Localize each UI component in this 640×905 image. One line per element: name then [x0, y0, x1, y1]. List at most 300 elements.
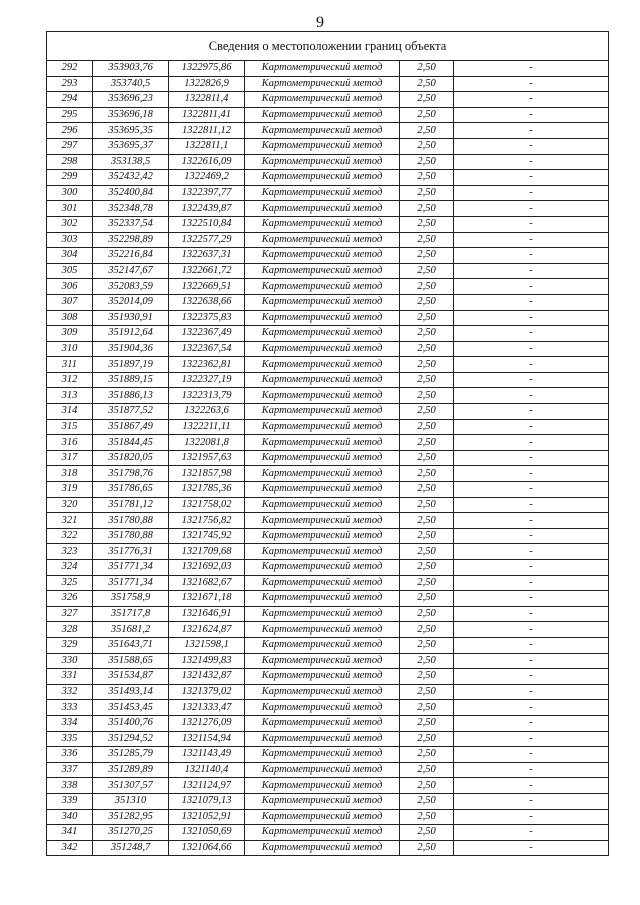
y-coordinate-cell: 1322439,87 [169, 201, 245, 217]
y-coordinate-cell: 1321758,02 [169, 497, 245, 513]
description-cell: - [454, 637, 609, 653]
method-cell: Картометрический метод [245, 622, 400, 638]
x-coordinate-cell: 351780,88 [93, 528, 169, 544]
method-cell: Картометрический метод [245, 747, 400, 763]
accuracy-cell: 2,50 [400, 793, 454, 809]
table-row [47, 201, 609, 217]
table-row [47, 123, 609, 139]
y-coordinate-cell: 1322327,19 [169, 372, 245, 388]
description-cell: - [454, 123, 609, 139]
x-coordinate-cell: 351270,25 [93, 825, 169, 841]
method-cell: Картометрический метод [245, 731, 400, 747]
y-coordinate-cell: 1321052,91 [169, 809, 245, 825]
point-number-cell: 292 [47, 61, 93, 77]
y-coordinate-cell: 1322637,31 [169, 248, 245, 264]
table-row [47, 154, 609, 170]
point-number-cell: 301 [47, 201, 93, 217]
y-coordinate-cell: 1322367,49 [169, 326, 245, 342]
accuracy-cell: 2,50 [400, 294, 454, 310]
table-row [47, 653, 609, 669]
x-coordinate-cell: 351930,91 [93, 310, 169, 326]
table-row [47, 591, 609, 607]
description-cell: - [454, 154, 609, 170]
accuracy-cell: 2,50 [400, 715, 454, 731]
point-number-cell: 327 [47, 606, 93, 622]
y-coordinate-cell: 1322263,6 [169, 404, 245, 420]
table-row [47, 216, 609, 232]
point-number-cell: 315 [47, 419, 93, 435]
table-row [47, 263, 609, 279]
table-row [47, 76, 609, 92]
accuracy-cell: 2,50 [400, 419, 454, 435]
accuracy-cell: 2,50 [400, 840, 454, 856]
point-number-cell: 296 [47, 123, 93, 139]
table-row [47, 404, 609, 420]
y-coordinate-cell: 1321857,98 [169, 466, 245, 482]
y-coordinate-cell: 1322661,72 [169, 263, 245, 279]
x-coordinate-cell: 351717,8 [93, 606, 169, 622]
y-coordinate-cell: 1321064,66 [169, 840, 245, 856]
description-cell: - [454, 357, 609, 373]
point-number-cell: 328 [47, 622, 93, 638]
description-cell: - [454, 248, 609, 264]
table-row [47, 326, 609, 342]
point-number-cell: 332 [47, 684, 93, 700]
point-number-cell: 342 [47, 840, 93, 856]
table-row [47, 279, 609, 295]
point-number-cell: 319 [47, 482, 93, 498]
accuracy-cell: 2,50 [400, 731, 454, 747]
point-number-cell: 337 [47, 762, 93, 778]
x-coordinate-cell: 351786,65 [93, 482, 169, 498]
description-cell: - [454, 92, 609, 108]
y-coordinate-cell: 1322362,81 [169, 357, 245, 373]
method-cell: Картометрический метод [245, 61, 400, 77]
method-cell: Картометрический метод [245, 497, 400, 513]
accuracy-cell: 2,50 [400, 575, 454, 591]
method-cell: Картометрический метод [245, 840, 400, 856]
method-cell: Картометрический метод [245, 591, 400, 607]
description-cell: - [454, 669, 609, 685]
x-coordinate-cell: 351285,79 [93, 747, 169, 763]
method-cell: Картометрический метод [245, 294, 400, 310]
table-row [47, 809, 609, 825]
table-row [47, 232, 609, 248]
accuracy-cell: 2,50 [400, 762, 454, 778]
y-coordinate-cell: 1321499,83 [169, 653, 245, 669]
point-number-cell: 303 [47, 232, 93, 248]
point-number-cell: 333 [47, 700, 93, 716]
x-coordinate-cell: 351453,45 [93, 700, 169, 716]
y-coordinate-cell: 1321785,36 [169, 482, 245, 498]
table-row [47, 388, 609, 404]
method-cell: Картометрический метод [245, 263, 400, 279]
boundary-table [46, 31, 609, 856]
x-coordinate-cell: 351886,13 [93, 388, 169, 404]
y-coordinate-cell: 1321682,67 [169, 575, 245, 591]
method-cell: Картометрический метод [245, 653, 400, 669]
y-coordinate-cell: 1321646,91 [169, 606, 245, 622]
x-coordinate-cell: 353696,23 [93, 92, 169, 108]
y-coordinate-cell: 1321745,92 [169, 528, 245, 544]
point-number-cell: 323 [47, 544, 93, 560]
method-cell: Картометрический метод [245, 248, 400, 264]
method-cell: Картометрический метод [245, 809, 400, 825]
y-coordinate-cell: 1322313,79 [169, 388, 245, 404]
accuracy-cell: 2,50 [400, 372, 454, 388]
point-number-cell: 316 [47, 435, 93, 451]
y-coordinate-cell: 1322367,54 [169, 341, 245, 357]
y-coordinate-cell: 1321432,87 [169, 669, 245, 685]
method-cell: Картометрический метод [245, 201, 400, 217]
description-cell: - [454, 809, 609, 825]
description-cell: - [454, 435, 609, 451]
point-number-cell: 340 [47, 809, 93, 825]
table-row [47, 793, 609, 809]
description-cell: - [454, 825, 609, 841]
x-coordinate-cell: 353696,18 [93, 107, 169, 123]
description-cell: - [454, 497, 609, 513]
y-coordinate-cell: 1322397,77 [169, 185, 245, 201]
description-cell: - [454, 404, 609, 420]
x-coordinate-cell: 353695,35 [93, 123, 169, 139]
accuracy-cell: 2,50 [400, 263, 454, 279]
point-number-cell: 321 [47, 513, 93, 529]
table-row [47, 513, 609, 529]
y-coordinate-cell: 1321333,47 [169, 700, 245, 716]
table-row [47, 497, 609, 513]
table-row [47, 840, 609, 856]
method-cell: Картометрический метод [245, 435, 400, 451]
point-number-cell: 320 [47, 497, 93, 513]
y-coordinate-cell: 1322638,66 [169, 294, 245, 310]
x-coordinate-cell: 351289,89 [93, 762, 169, 778]
description-cell: - [454, 793, 609, 809]
table-row [47, 715, 609, 731]
description-cell: - [454, 341, 609, 357]
y-coordinate-cell: 1322826,9 [169, 76, 245, 92]
y-coordinate-cell: 1322375,83 [169, 310, 245, 326]
description-cell: - [454, 591, 609, 607]
page-number: 9 [316, 14, 324, 31]
point-number-cell: 318 [47, 466, 93, 482]
method-cell: Картометрический метод [245, 684, 400, 700]
table-row [47, 248, 609, 264]
method-cell: Картометрический метод [245, 450, 400, 466]
accuracy-cell: 2,50 [400, 170, 454, 186]
description-cell: - [454, 279, 609, 295]
x-coordinate-cell: 351912,64 [93, 326, 169, 342]
accuracy-cell: 2,50 [400, 497, 454, 513]
description-cell: - [454, 310, 609, 326]
table-row [47, 107, 609, 123]
y-coordinate-cell: 1321957,63 [169, 450, 245, 466]
x-coordinate-cell: 351820,05 [93, 450, 169, 466]
accuracy-cell: 2,50 [400, 778, 454, 794]
point-number-cell: 307 [47, 294, 93, 310]
point-number-cell: 310 [47, 341, 93, 357]
x-coordinate-cell: 351307,57 [93, 778, 169, 794]
method-cell: Картометрический метод [245, 341, 400, 357]
method-cell: Картометрический метод [245, 279, 400, 295]
description-cell: - [454, 107, 609, 123]
point-number-cell: 293 [47, 76, 93, 92]
y-coordinate-cell: 1321379,02 [169, 684, 245, 700]
accuracy-cell: 2,50 [400, 700, 454, 716]
method-cell: Картометрический метод [245, 310, 400, 326]
method-cell: Картометрический метод [245, 825, 400, 841]
description-cell: - [454, 294, 609, 310]
table-row [47, 825, 609, 841]
point-number-cell: 339 [47, 793, 93, 809]
method-cell: Картометрический метод [245, 700, 400, 716]
accuracy-cell: 2,50 [400, 326, 454, 342]
point-number-cell: 294 [47, 92, 93, 108]
x-coordinate-cell: 351493,14 [93, 684, 169, 700]
point-number-cell: 329 [47, 637, 93, 653]
point-number-cell: 322 [47, 528, 93, 544]
description-cell: - [454, 731, 609, 747]
description-cell: - [454, 388, 609, 404]
point-number-cell: 330 [47, 653, 93, 669]
description-cell: - [454, 216, 609, 232]
table-row [47, 575, 609, 591]
y-coordinate-cell: 1322616,09 [169, 154, 245, 170]
point-number-cell: 324 [47, 560, 93, 576]
table-row [47, 762, 609, 778]
accuracy-cell: 2,50 [400, 92, 454, 108]
table-row [47, 700, 609, 716]
description-cell: - [454, 419, 609, 435]
description-cell: - [454, 606, 609, 622]
accuracy-cell: 2,50 [400, 201, 454, 217]
accuracy-cell: 2,50 [400, 341, 454, 357]
accuracy-cell: 2,50 [400, 560, 454, 576]
point-number-cell: 338 [47, 778, 93, 794]
x-coordinate-cell: 351294,52 [93, 731, 169, 747]
x-coordinate-cell: 352216,84 [93, 248, 169, 264]
x-coordinate-cell: 351897,19 [93, 357, 169, 373]
y-coordinate-cell: 1322469,2 [169, 170, 245, 186]
method-cell: Картометрический метод [245, 513, 400, 529]
method-cell: Картометрический метод [245, 778, 400, 794]
method-cell: Картометрический метод [245, 357, 400, 373]
point-number-cell: 341 [47, 825, 93, 841]
point-number-cell: 295 [47, 107, 93, 123]
method-cell: Картометрический метод [245, 793, 400, 809]
method-cell: Картометрический метод [245, 76, 400, 92]
point-number-cell: 300 [47, 185, 93, 201]
table-row [47, 419, 609, 435]
method-cell: Картометрический метод [245, 606, 400, 622]
table-row [47, 170, 609, 186]
table-row [47, 466, 609, 482]
x-coordinate-cell: 351798,76 [93, 466, 169, 482]
accuracy-cell: 2,50 [400, 466, 454, 482]
x-coordinate-cell: 351758,9 [93, 591, 169, 607]
method-cell: Картометрический метод [245, 544, 400, 560]
table-row [47, 778, 609, 794]
table-row [47, 294, 609, 310]
table-row [47, 622, 609, 638]
accuracy-cell: 2,50 [400, 123, 454, 139]
method-cell: Картометрический метод [245, 762, 400, 778]
method-cell: Картометрический метод [245, 669, 400, 685]
table-row [47, 684, 609, 700]
table-row [47, 357, 609, 373]
table-row [47, 544, 609, 560]
x-coordinate-cell: 352147,67 [93, 263, 169, 279]
description-cell: - [454, 185, 609, 201]
accuracy-cell: 2,50 [400, 482, 454, 498]
x-coordinate-cell: 351771,34 [93, 560, 169, 576]
point-number-cell: 314 [47, 404, 93, 420]
accuracy-cell: 2,50 [400, 107, 454, 123]
method-cell: Картометрический метод [245, 372, 400, 388]
y-coordinate-cell: 1322211,11 [169, 419, 245, 435]
x-coordinate-cell: 351588,65 [93, 653, 169, 669]
y-coordinate-cell: 1321124,97 [169, 778, 245, 794]
x-coordinate-cell: 353740,5 [93, 76, 169, 92]
point-number-cell: 325 [47, 575, 93, 591]
x-coordinate-cell: 351534,87 [93, 669, 169, 685]
accuracy-cell: 2,50 [400, 622, 454, 638]
description-cell: - [454, 653, 609, 669]
description-cell: - [454, 840, 609, 856]
x-coordinate-cell: 351889,15 [93, 372, 169, 388]
accuracy-cell: 2,50 [400, 591, 454, 607]
accuracy-cell: 2,50 [400, 357, 454, 373]
x-coordinate-cell: 351282,95 [93, 809, 169, 825]
description-cell: - [454, 138, 609, 154]
table-row [47, 138, 609, 154]
x-coordinate-cell: 352014,09 [93, 294, 169, 310]
accuracy-cell: 2,50 [400, 528, 454, 544]
y-coordinate-cell: 1322811,1 [169, 138, 245, 154]
y-coordinate-cell: 1322669,51 [169, 279, 245, 295]
method-cell: Картометрический метод [245, 466, 400, 482]
accuracy-cell: 2,50 [400, 544, 454, 560]
point-number-cell: 335 [47, 731, 93, 747]
method-cell: Картометрический метод [245, 123, 400, 139]
method-cell: Картометрический метод [245, 326, 400, 342]
y-coordinate-cell: 1322975,86 [169, 61, 245, 77]
accuracy-cell: 2,50 [400, 154, 454, 170]
point-number-cell: 298 [47, 154, 93, 170]
method-cell: Картометрический метод [245, 107, 400, 123]
accuracy-cell: 2,50 [400, 232, 454, 248]
y-coordinate-cell: 1321140,4 [169, 762, 245, 778]
table-body [47, 61, 609, 856]
table-row [47, 341, 609, 357]
description-cell: - [454, 326, 609, 342]
method-cell: Картометрический метод [245, 232, 400, 248]
method-cell: Картометрический метод [245, 404, 400, 420]
y-coordinate-cell: 1321276,09 [169, 715, 245, 731]
accuracy-cell: 2,50 [400, 450, 454, 466]
accuracy-cell: 2,50 [400, 825, 454, 841]
accuracy-cell: 2,50 [400, 76, 454, 92]
x-coordinate-cell: 351643,71 [93, 637, 169, 653]
description-cell: - [454, 232, 609, 248]
accuracy-cell: 2,50 [400, 653, 454, 669]
point-number-cell: 309 [47, 326, 93, 342]
method-cell: Картометрический метод [245, 154, 400, 170]
y-coordinate-cell: 1321756,82 [169, 513, 245, 529]
table-row [47, 669, 609, 685]
x-coordinate-cell: 351248,7 [93, 840, 169, 856]
method-cell: Картометрический метод [245, 170, 400, 186]
method-cell: Картометрический метод [245, 388, 400, 404]
description-cell: - [454, 263, 609, 279]
table-row [47, 560, 609, 576]
x-coordinate-cell: 352298,89 [93, 232, 169, 248]
x-coordinate-cell: 352083,59 [93, 279, 169, 295]
table-row [47, 637, 609, 653]
description-cell: - [454, 715, 609, 731]
table-title: Сведения о местоположении границ объекта [47, 32, 609, 61]
table-row [47, 435, 609, 451]
point-number-cell: 317 [47, 450, 93, 466]
x-coordinate-cell: 352400,84 [93, 185, 169, 201]
x-coordinate-cell: 353695,37 [93, 138, 169, 154]
y-coordinate-cell: 1321671,18 [169, 591, 245, 607]
y-coordinate-cell: 1322811,41 [169, 107, 245, 123]
x-coordinate-cell: 353903,76 [93, 61, 169, 77]
description-cell: - [454, 747, 609, 763]
method-cell: Картометрический метод [245, 637, 400, 653]
accuracy-cell: 2,50 [400, 435, 454, 451]
table-row [47, 731, 609, 747]
x-coordinate-cell: 353138,5 [93, 154, 169, 170]
description-cell: - [454, 762, 609, 778]
accuracy-cell: 2,50 [400, 248, 454, 264]
method-cell: Картометрический метод [245, 185, 400, 201]
table-row [47, 372, 609, 388]
description-cell: - [454, 560, 609, 576]
point-number-cell: 304 [47, 248, 93, 264]
description-cell: - [454, 513, 609, 529]
point-number-cell: 297 [47, 138, 93, 154]
point-number-cell: 302 [47, 216, 93, 232]
method-cell: Картометрический метод [245, 715, 400, 731]
description-cell: - [454, 76, 609, 92]
point-number-cell: 311 [47, 357, 93, 373]
point-number-cell: 308 [47, 310, 93, 326]
method-cell: Картометрический метод [245, 528, 400, 544]
table-row [47, 528, 609, 544]
description-cell: - [454, 61, 609, 77]
method-cell: Картометрический метод [245, 138, 400, 154]
accuracy-cell: 2,50 [400, 684, 454, 700]
table-row [47, 606, 609, 622]
x-coordinate-cell: 351400,76 [93, 715, 169, 731]
accuracy-cell: 2,50 [400, 279, 454, 295]
description-cell: - [454, 372, 609, 388]
point-number-cell: 336 [47, 747, 93, 763]
x-coordinate-cell: 351781,12 [93, 497, 169, 513]
table-row [47, 92, 609, 108]
method-cell: Картометрический метод [245, 560, 400, 576]
accuracy-cell: 2,50 [400, 747, 454, 763]
y-coordinate-cell: 1321079,13 [169, 793, 245, 809]
accuracy-cell: 2,50 [400, 809, 454, 825]
accuracy-cell: 2,50 [400, 388, 454, 404]
table-row [47, 482, 609, 498]
x-coordinate-cell: 351771,34 [93, 575, 169, 591]
y-coordinate-cell: 1321624,87 [169, 622, 245, 638]
y-coordinate-cell: 1321598,1 [169, 637, 245, 653]
